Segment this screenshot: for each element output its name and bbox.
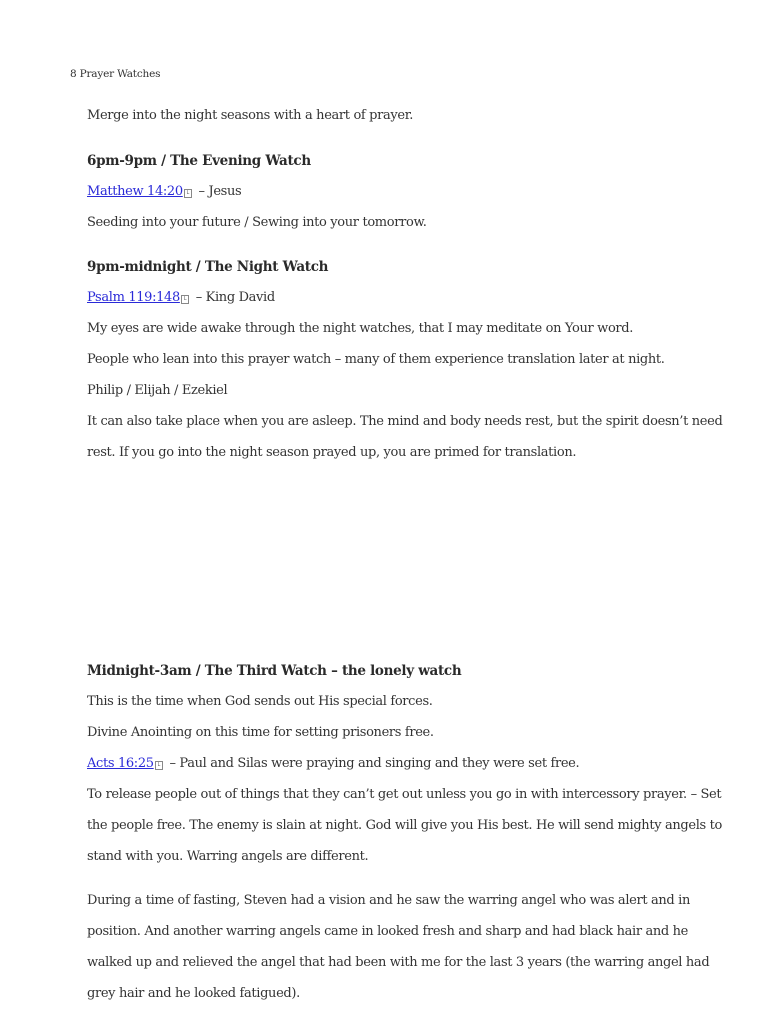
scripture-link-acts[interactable]: Acts 16:25 bbox=[87, 756, 154, 771]
external-reference-icon[interactable]: L bbox=[184, 189, 192, 198]
scripture-reference-line bbox=[87, 756, 579, 772]
body-text-line: walked up and relieved the angel that had been with me for the last 3 years (the warring angel had bbox=[87, 955, 710, 970]
body-text-line: Divine Anointing on this time for setting prisoners free. bbox=[87, 725, 434, 740]
body-text-line: Seeding into your future / Sewing into your tomorrow. bbox=[87, 215, 427, 230]
body-text-line: My eyes are wide awake through the night watches, that I may meditate on Your word. bbox=[87, 321, 634, 336]
section-heading-third-watch: Midnight-3am / The Third Watch – the lonely watch bbox=[87, 663, 462, 679]
reference-suffix: – Jesus bbox=[194, 184, 242, 199]
body-text-line: rest. If you go into the night season prayed up, you are primed for translation. bbox=[87, 445, 577, 460]
external-reference-icon[interactable]: L bbox=[181, 295, 189, 304]
body-text-line: stand with you. Warring angels are different. bbox=[87, 849, 369, 864]
body-text-line: position. And another warring angels came in looked fresh and sharp and had black hair and he bbox=[87, 924, 689, 939]
body-text-line: People who lean into this prayer watch – many of them experience translation later at night. bbox=[87, 352, 665, 367]
scripture-link-psalm[interactable]: Psalm 119:148 bbox=[87, 290, 180, 305]
scripture-reference-line bbox=[87, 290, 275, 306]
body-text-line: This is the time when God sends out His special forces. bbox=[87, 694, 433, 709]
body-text-line: the people free. The enemy is slain at night. God will give you His best. He will send mighty angels to bbox=[87, 818, 722, 833]
reference-suffix: – Paul and Silas were praying and singing and they were set free. bbox=[165, 756, 580, 771]
reference-suffix: – King David bbox=[191, 290, 275, 305]
body-text-line: grey hair and he looked fatigued). bbox=[87, 986, 300, 1001]
document-title: 8 Prayer Watches bbox=[70, 68, 161, 80]
scripture-reference-line bbox=[87, 184, 241, 200]
body-text-line: It can also take place when you are asleep. The mind and body needs rest, but the spirit doesn’t need bbox=[87, 414, 723, 429]
external-reference-icon[interactable]: L bbox=[155, 761, 163, 770]
body-text-line: To release people out of things that they can’t get out unless you go in with intercessory prayer. – Set bbox=[87, 787, 722, 802]
section-heading-night-watch: 9pm-midnight / The Night Watch bbox=[87, 259, 329, 275]
section-heading-evening-watch: 6pm-9pm / The Evening Watch bbox=[87, 153, 311, 169]
body-text-line: During a time of fasting, Steven had a vision and he saw the warring angel who was alert and in bbox=[87, 893, 691, 908]
body-text-line: Philip / Elijah / Ezekiel bbox=[87, 383, 228, 398]
intro-text: Merge into the night seasons with a heart of prayer. bbox=[87, 108, 413, 123]
scripture-link-matthew[interactable]: Matthew 14:20 bbox=[87, 184, 183, 199]
